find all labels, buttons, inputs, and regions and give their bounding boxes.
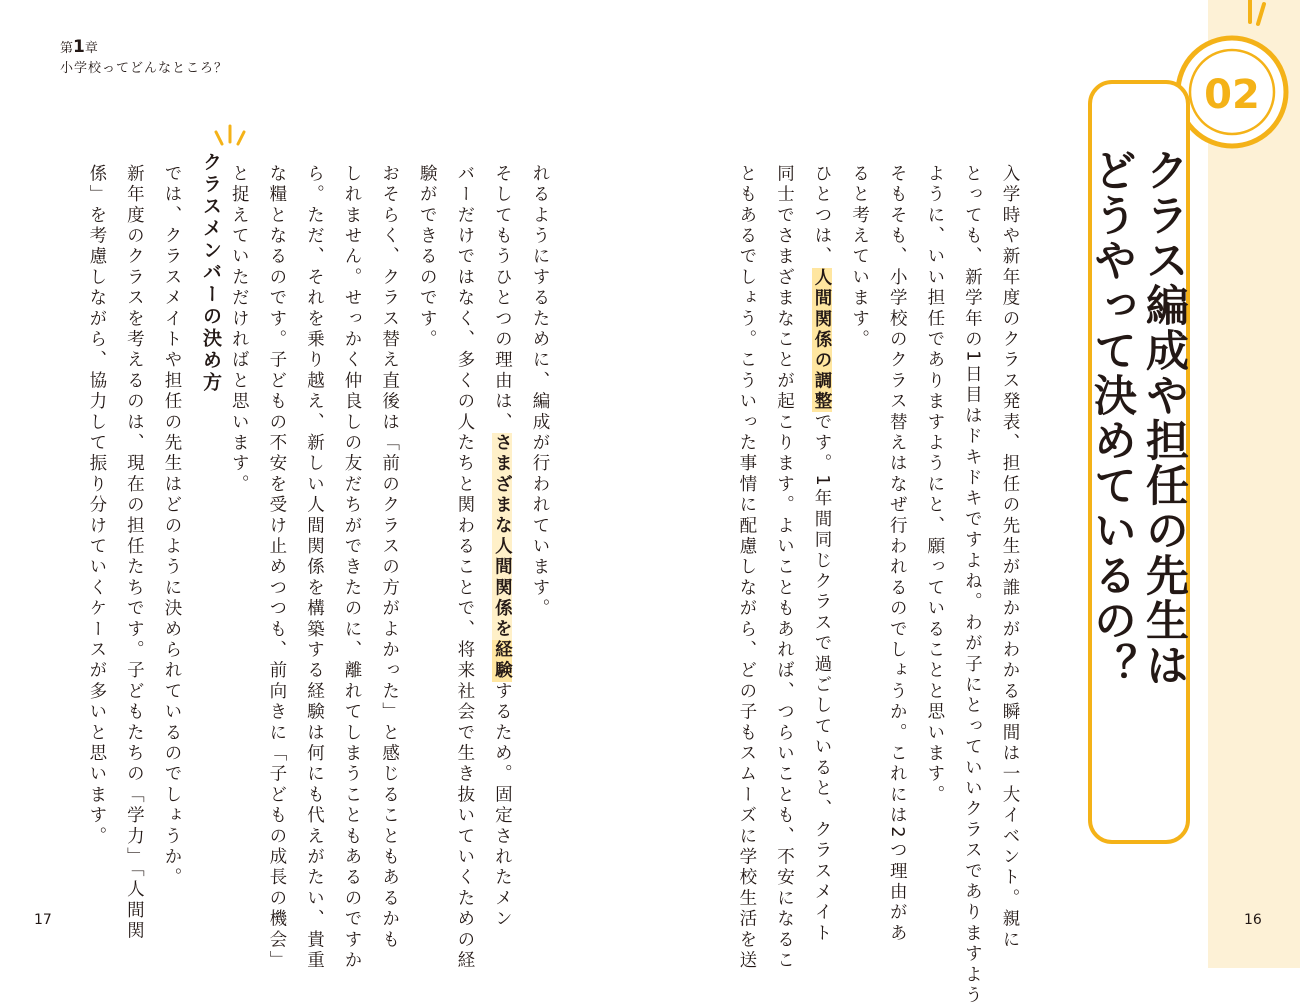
body-line: そもそも、小学校のクラス替えはなぜ行われるのでしょうか。これには2つ理由があ [887,164,908,945]
body-line: ると考えています。 [849,164,870,351]
chapter-number: 1 [73,37,85,57]
body-line: 係」を考慮しながら、協力して振り分けていくケースが多いと思います。 [86,164,107,848]
body-line-highlight [802,164,840,945]
title-line-1: クラス編成や担任の先生は [1139,148,1189,688]
left-page-body-upper [229,164,558,972]
body-line: 入学時や新年度のクラス発表、担任の先生が誰かがわかる瞬間は一大イベント。親に [1000,164,1020,951]
chapter-label [60,38,98,58]
body-text: そしてもうひとつの理由は、 [492,164,513,434]
body-line: ように、いい担任でありますようにと、願っていることと思います。 [924,164,945,806]
highlight-term: さまざまな人間関係を [492,433,513,641]
page-number-left: 17 [34,912,52,928]
highlight-term: 経験 [492,640,513,682]
body-line: 新年度のクラスを考えるのは、現在の担任たちです。子どもたちの「学力」「人間関 [124,164,145,942]
highlight-term: 調整 [812,371,833,413]
body-line-highlight [483,164,521,930]
page-number-right: 16 [1244,912,1262,928]
body-line: とっても、新学年の1日目はドキドキですよね。わが子にとっていいクラスでありますよう [962,164,983,1006]
body-line: 同士でさまざまなことが起こります。よいこともあれば、つらいことも、不安になるこ [774,164,795,972]
body-line: しれません。せっかく仲良しの友だちができたのに、離れてしまうこともあるのですか [342,164,363,972]
badge-tick-2 [1258,4,1264,24]
body-text: ひとつは、 [812,164,833,268]
body-line: と捉えていただければと思います。 [229,164,250,496]
body-line: ともあるでしょう。こういった事情に配慮しながら、どの子もスムーズに学校生活を送 [736,164,757,972]
section-subheading: クラスメンバーの決め方 [200,152,222,394]
left-page-body-lower [70,164,190,942]
spark-icon [210,124,250,152]
body-line: な糧となるのです。子どもの不安を受け止めつつも、前向きに「子どもの成長の機会」 [266,164,287,972]
chapter-title: 小学校ってどんなところ？ [60,61,229,76]
body-line: では、クラスメイトや担任の先生はどのように決められているのでしょうか。 [162,164,182,889]
badge-number: 02 [1204,72,1260,118]
title-line-2: どうやって決めているの？ [1087,148,1137,688]
chapter-suffix: 章 [84,41,98,56]
page-title [1087,148,1190,828]
body-text: です。1年間同じクラスで過ごしていると、クラスメイト [812,412,833,945]
body-line: ら。ただ、それを乗り越え、新しい人間関係を構築する経験は何にも代えがたい、貴重 [304,164,325,972]
body-text: するため。固定されたメン [492,681,513,930]
right-page-body [736,164,1028,1006]
body-line: おそらく、クラス替え直後は「前のクラスの方がよかった」と感じることもあるかも [379,164,400,951]
body-line: れるようにするために、編成が行われています。 [530,164,550,620]
chapter-prefix: 第 [60,41,74,56]
body-line: 験ができるのです。 [417,164,438,351]
body-line: バーだけではなく、多くの人たちと関わることで、将来社会で生き抜いていくための経 [454,164,475,972]
highlight-term: 人間関係の [812,267,833,371]
